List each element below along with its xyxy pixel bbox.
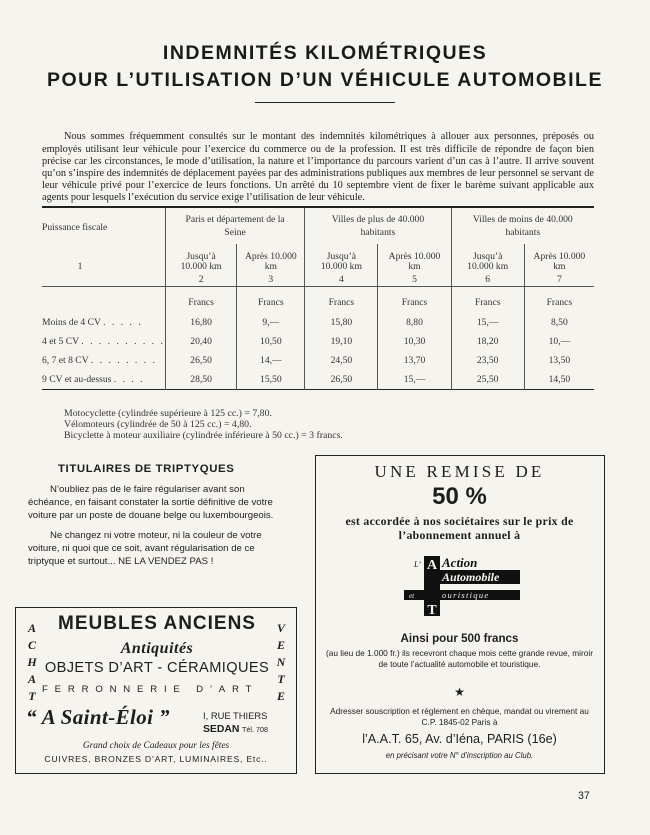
antiques-advertisement: [15, 607, 297, 774]
ad-ferronnerie: FERRONNERIE D’ART: [42, 684, 259, 695]
star-icon: ★: [454, 685, 465, 699]
note-velomoteurs: Vélomoteurs (cylindrée de 50 à 125 cc.) = 4,80.: [64, 419, 252, 431]
table-cell: 13,70: [378, 351, 451, 370]
table-cell: 19,10: [305, 332, 378, 351]
side-letters-vente: V E N T E: [276, 621, 286, 703]
side-letters-achat: A C H A T: [27, 621, 37, 703]
svg-text:A: A: [426, 558, 438, 573]
triptyques-paragraph-1: N’oubliez pas de le faire régulariser avant son échéance, en faisant constater la sortie définitive de votre voiture par un poste de douane belge ou luxembourgeois.: [28, 484, 274, 521]
subscription-instructions: Adresser souscription et règlement en chèque, mandat ou virement au C.P. 1845-02 Paris à: [330, 706, 589, 728]
remise-text: est accordée à nos sociétaires sur le prix de l’abonnement annuel à: [345, 514, 574, 542]
shop-address: I, RUE THIERS SEDAN Tél. 708: [203, 710, 268, 735]
row-label: 9 CV et au-dessus . . . .: [42, 374, 145, 385]
column-number: 2: [165, 272, 236, 287]
title-divider: [255, 102, 395, 103]
note-motocyclette: Motocyclette (cylindrée supérieure à 125 cc.) = 7,80.: [64, 408, 272, 419]
table-cell: 8,50: [524, 313, 594, 332]
table-cell: 14,—: [237, 351, 305, 370]
shop-name: “ A Saint-Éloi ”: [26, 705, 170, 729]
table-cell: 24,50: [305, 351, 378, 370]
group-header-moins-40000: Villes de moins de 40.000 habitants: [451, 208, 594, 244]
svg-text:T: T: [427, 603, 437, 618]
intro-paragraph: Nous sommes fréquemment consultés sur le montant des indemnités kilométriques à allouer aux personnes, préposés ou employés utilisant leur véhicule pour l’exercice du commerce ou de la profession. Il est très difficile de répondre de façon bien précise car les circonstances, le mode d’utilisation, la nature et l’importance du parcours varient d’un cas à l’autre. Il arrive souvent qu’on s’inspire des indemnités de déplacement payées par des administrations publiques aux membres de leur personnel se servant de leur véhicule privé pour l’exercice de leurs fonctions. Un arrêté du 10 septembre vient de fixer le barème suivant applicable aux agents pour lesquels l’exécution du service exige l’utilisation de leur véhicule.: [42, 131, 594, 204]
table-cell: 10,30: [378, 332, 451, 351]
unit-label: Francs: [451, 287, 524, 313]
column-number: 5: [378, 272, 451, 287]
table-cell: 16,80: [165, 313, 236, 332]
table-cell: 26,50: [165, 351, 236, 370]
svg-text:et: et: [409, 592, 415, 600]
group-header-plus-40000: Villes de plus de 40.000 habitants: [305, 208, 451, 244]
unit-label: Francs: [165, 287, 236, 313]
table-cell: 9,—: [237, 313, 305, 332]
sub-header: Jusqu’à 10.000 km: [305, 244, 378, 272]
column-number: 6: [451, 272, 524, 287]
row-label: 6, 7 et 8 CV . . . . . . . .: [42, 355, 157, 366]
page-title-line1: INDEMNITÉS KILOMÉTRIQUES: [162, 42, 488, 64]
svg-text:Automobile: Automobile: [442, 570, 500, 584]
sub-header: Jusqu’à 10.000 km: [165, 244, 236, 272]
club-note: en précisant votre N° d’inscription au Club.: [385, 751, 534, 760]
ad-grand-choix: Grand choix de Cadeaux pour les fêtes: [82, 741, 230, 751]
action-automobile-logo: [400, 554, 520, 618]
table-cell: 20,40: [165, 332, 236, 351]
column-number: 7: [524, 272, 594, 287]
indemnity-table: [42, 206, 594, 390]
table-cell: 15,50: [237, 370, 305, 390]
row-label: 4 et 5 CV . . . . . . . . . .: [42, 336, 165, 347]
table-cell: 28,50: [165, 370, 236, 390]
triptyques-paragraph-2: Ne changez ni votre moteur, ni la couleur de votre voiture, ni quoi que ce soit, avant régularisation de ce triptyque et surtout... NE LA VENDEZ PAS !: [28, 530, 262, 567]
table-row: [42, 313, 594, 332]
ad-antiquites: Antiquités: [120, 640, 194, 657]
svg-text:Action: Action: [442, 555, 478, 570]
group-header-paris: Paris et département de la Seine: [165, 208, 304, 244]
ad-cuivres: CUIVRES, BRONZES D’ART, LUMINAIRES, Etc..: [44, 754, 268, 764]
table-cell: 13,50: [524, 351, 594, 370]
svg-text:ouristique: ouristique: [442, 590, 490, 600]
table-cell: 10,50: [237, 332, 305, 351]
note-bicyclette: Bicyclette à moteur auxiliaire (cylindrée inférieure à 50 cc.) = 3 francs.: [64, 430, 343, 442]
table-cell: 26,50: [305, 370, 378, 390]
table-cell: 10,—: [524, 332, 594, 351]
vehicle-notes: [64, 408, 343, 442]
table-cell: 18,20: [451, 332, 524, 351]
unit-label: Francs: [524, 287, 594, 313]
club-address: l’A.A.T. 65, Av. d’Iéna, PARIS (16e): [362, 732, 557, 746]
column-number: 4: [305, 272, 378, 287]
page-title-line2: POUR L’UTILISATION D’UN VÉHICULE AUTOMOBILE: [47, 69, 603, 91]
triptyques-body: [28, 483, 290, 575]
ad-objets: OBJETS D’ART - CÉRAMIQUES: [44, 660, 270, 676]
table-cell: 25,50: [451, 370, 524, 390]
table-cell: 15,—: [451, 313, 524, 332]
table-row: [42, 332, 594, 351]
table-row: [42, 351, 594, 370]
sub-header: Après 10.000 km: [524, 244, 594, 272]
unit-label: Francs: [305, 287, 378, 313]
table-cell: 15,—: [378, 370, 451, 390]
offer-details: (au lieu de 1.000 fr.) ils recevront chaque mois cette grande revue, miroir de toute l’actualité automobile et touristique.: [325, 648, 593, 670]
unit-label: Francs: [237, 287, 305, 313]
row-label: Moins de 4 CV . . . . .: [42, 317, 143, 328]
triptyques-title: TITULAIRES DE TRIPTYQUES: [58, 463, 235, 475]
remise-headline: UNE REMISE DE: [374, 462, 545, 481]
sub-header: Jusqu’à 10.000 km: [451, 244, 524, 272]
table-cell: 15,80: [305, 313, 378, 332]
column-label-puissance: Puissance fiscale 1: [42, 222, 108, 272]
subscription-advertisement: [315, 455, 605, 774]
sub-header: Après 10.000 km: [378, 244, 451, 272]
table-cell: 14,50: [524, 370, 594, 390]
table-row: [42, 370, 594, 390]
svg-text:L’: L’: [414, 560, 421, 569]
page-number: 37: [578, 790, 590, 802]
remise-percent: 50 %: [432, 483, 487, 510]
sub-header: Après 10.000 km: [237, 244, 305, 272]
table-cell: 8,80: [378, 313, 451, 332]
table-cell: 23,50: [451, 351, 524, 370]
unit-label: Francs: [378, 287, 451, 313]
offer-price: Ainsi pour 500 francs: [400, 632, 519, 645]
ad-headline: MEUBLES ANCIENS: [58, 613, 256, 634]
column-number: 3: [237, 272, 305, 287]
